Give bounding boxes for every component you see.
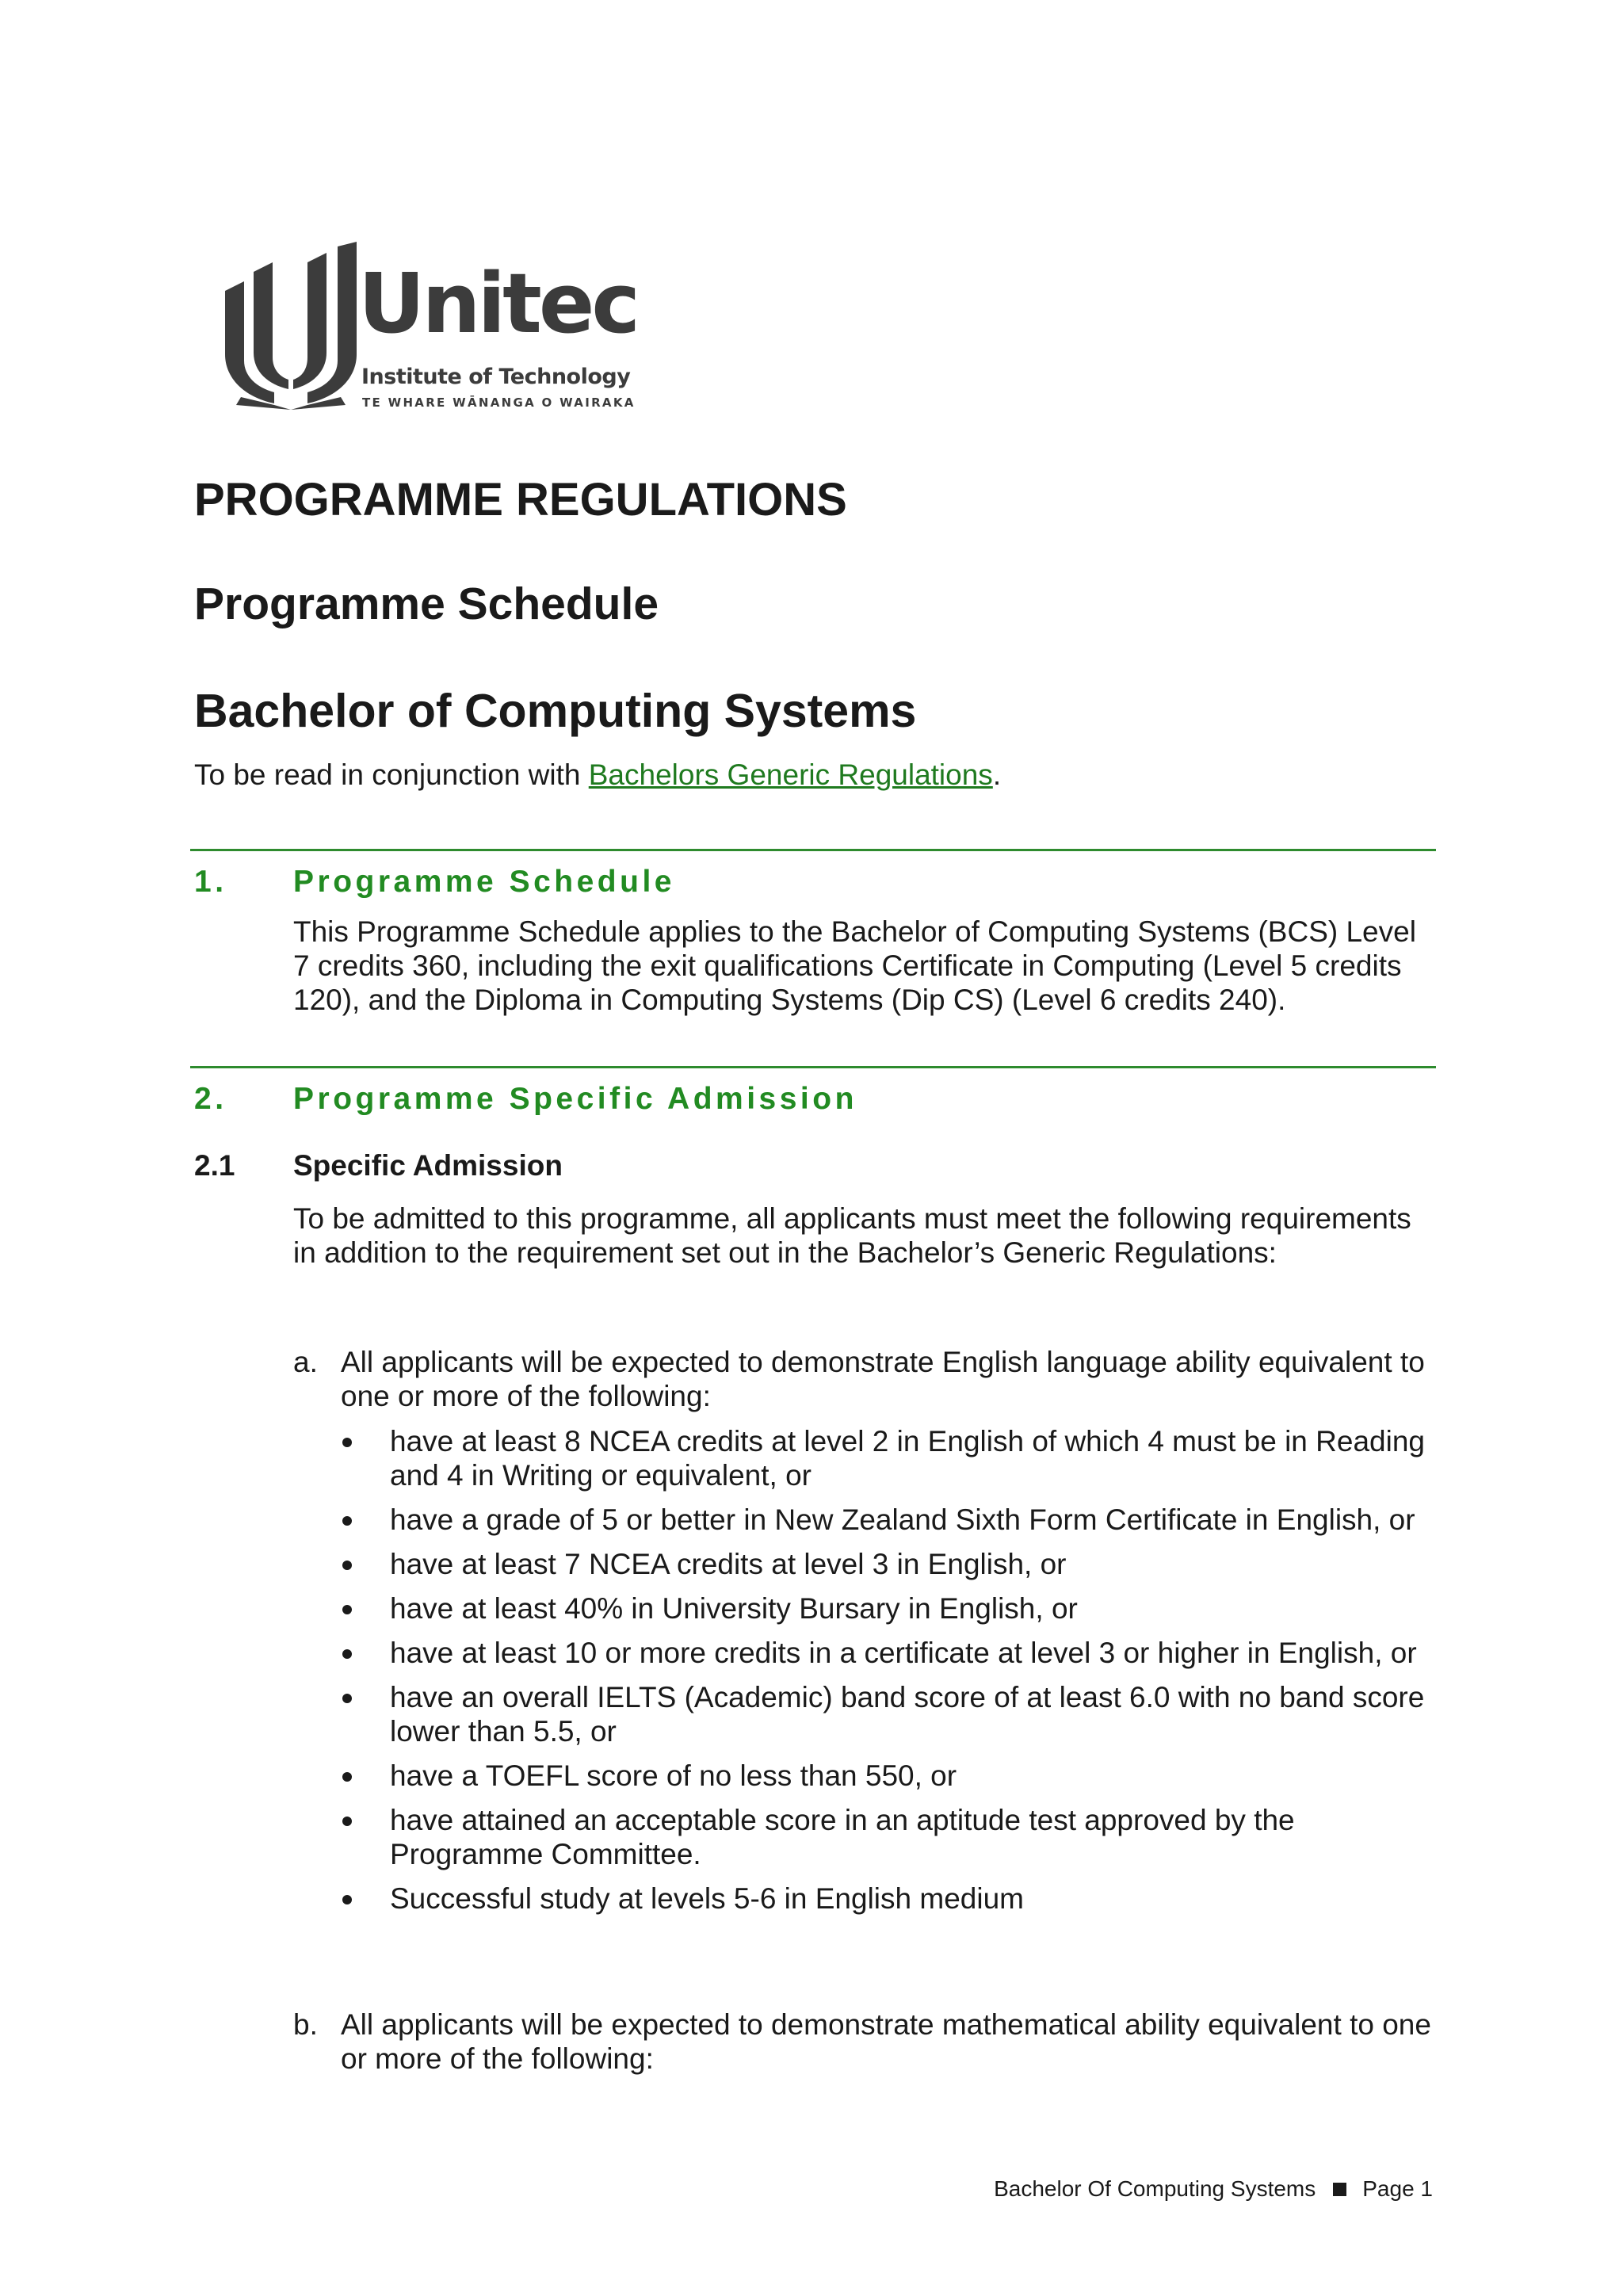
list-item-text: have a TOEFL score of no less than 550, or: [390, 1759, 957, 1792]
section-1-body: This Programme Schedule applies to the Bachelor of Computing Systems (BCS) Level 7 credits 360, including the exit qualifications Certificate in Computing (Level 5 credits 120), and the Diploma in Computing Systems (Dip CS) (Level 6 credits 240).: [293, 915, 1416, 1016]
intro-suffix: .: [992, 758, 1002, 791]
section-1-heading: Programme Schedule: [293, 865, 675, 899]
footer-document-name: Bachelor Of Computing Systems: [994, 2176, 1316, 2201]
list-item-text: have an overall IELTS (Academic) band score of at least 6.0 with no band score lower than 5.5, or: [390, 1681, 1425, 1748]
logo-subtitle: Institute of Technology: [361, 365, 631, 389]
bullet-icon: [342, 1605, 352, 1614]
item-a-letter: a.: [293, 1346, 318, 1378]
list-item-text: have at least 40% in University Bursary in English, or: [390, 1592, 1078, 1625]
list-item: [341, 1591, 1434, 1626]
generic-regulations-link[interactable]: Bachelors Generic Regulations: [588, 758, 993, 791]
list-item: [341, 1424, 1434, 1492]
bullet-icon: [342, 1694, 352, 1703]
section-divider: [190, 1066, 1436, 1068]
list-item: [341, 1636, 1434, 1670]
bullet-icon: [342, 1817, 352, 1826]
page-number: Page 1: [1362, 2176, 1433, 2201]
subsection-2-1-body: To be admitted to this programme, all applicants must meet the following requirements in addition to the requirement set out in the Bachelor’s Generic Regulations:: [293, 1202, 1411, 1269]
document-title: PROGRAMME REGULATIONS: [194, 474, 847, 525]
list-item-text: have attained an acceptable score in an aptitude test approved by the Programme Committee.: [390, 1804, 1295, 1870]
english-requirements-list: [341, 1424, 1434, 1926]
section-2-number: 2.: [194, 1082, 227, 1116]
page-footer: [994, 2176, 1433, 2202]
bullet-icon: [342, 1772, 352, 1782]
section-1-number: 1.: [194, 865, 227, 899]
intro-line: [194, 758, 1001, 792]
bullet-icon: [342, 1438, 352, 1447]
bullet-icon: [342, 1516, 352, 1526]
list-item-text: Successful study at levels 5-6 in English medium: [390, 1882, 1024, 1915]
square-separator-icon: [1333, 2183, 1346, 2196]
logo-wordmark: Unitec: [358, 255, 638, 352]
subsection-2-1-heading: Specific Admission: [293, 1149, 563, 1182]
list-item-text: have at least 7 NCEA credits at level 3 in English, or: [390, 1548, 1067, 1580]
list-item: [341, 1881, 1434, 1916]
item-b-text: All applicants will be expected to demonstrate mathematical ability equivalent to one or more of the following:: [341, 2008, 1431, 2075]
list-item: [341, 1503, 1434, 1537]
list-item-text: have a grade of 5 or better in New Zealand Sixth Form Certificate in English, or: [390, 1503, 1415, 1536]
bullet-icon: [342, 1649, 352, 1659]
programme-name: Bachelor of Computing Systems: [194, 685, 917, 737]
unitec-logo: [225, 242, 638, 416]
bullet-icon: [342, 1895, 352, 1904]
list-item-text: have at least 8 NCEA credits at level 2 in English of which 4 must be in Reading and 4 in Writing or equivalent, or: [390, 1425, 1425, 1492]
list-item: [341, 1547, 1434, 1581]
unitec-shield-icon: [225, 242, 360, 410]
list-item: [341, 1759, 1434, 1793]
section-2-heading: Programme Specific Admission: [293, 1082, 857, 1116]
item-a-text: All applicants will be expected to demonstrate English language ability equivalent to one or more of the following:: [341, 1346, 1425, 1412]
list-item: [341, 1803, 1434, 1871]
item-b-letter: b.: [293, 2008, 318, 2041]
logo-tagline: TE WHARE WĀNANGA O WAIRAKA: [362, 395, 636, 410]
document-subtitle: Programme Schedule: [194, 579, 659, 629]
subsection-2-1-number: 2.1: [194, 1149, 235, 1182]
list-item-text: have at least 10 or more credits in a certificate at level 3 or higher in English, or: [390, 1637, 1417, 1669]
intro-prefix: To be read in conjunction with: [194, 758, 589, 791]
bullet-icon: [342, 1561, 352, 1570]
list-item: [341, 1680, 1434, 1748]
section-divider: [190, 849, 1436, 851]
